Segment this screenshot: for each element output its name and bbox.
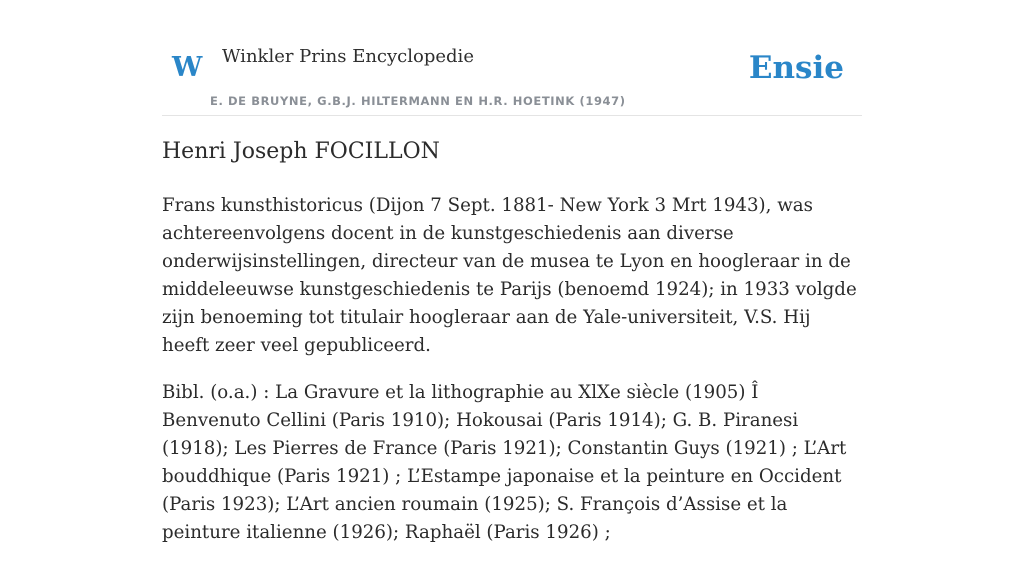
header bbox=[162, 0, 862, 116]
winkler-prins-logo-icon[interactable]: W bbox=[172, 52, 203, 83]
authors-line: E. DE BRUYNE, G.B.J. HILTERMANN EN H.R. HOETINK (1947) bbox=[210, 94, 626, 108]
ensie-logo[interactable]: Ensie bbox=[748, 50, 844, 86]
entry-paragraph: Bibl. (o.a.) : La Gravure et la lithographie au XlXe siècle (1905) Î Benvenuto Cellini (Paris 1910); Hokousai (Paris 1914); G. B. Piranesi (1918); Les Pierres de France (Paris 1921); Constantin Guys (1921) ; L’Art bouddhique (Paris 1921) ; L’Estampe japonaise et la peinture en Occident (Paris 1923); L’Art ancien roumain (1925); S. François d’Assise et la peinture italienne (1926); Raphaël (Paris 1926) ; bbox=[162, 382, 847, 543]
book-title-link[interactable]: Winkler Prins Encyclopedie bbox=[222, 46, 474, 67]
entry-title: Henri Joseph FOCILLON bbox=[162, 139, 440, 164]
entry-paragraph: Frans kunsthistoricus (Dijon 7 Sept. 1881- New York 3 Mrt 1943), was achtereenvolgens docent in de kunstgeschiedenis aan diverse onderwijsinstellingen, directeur van de musea te Lyon en hoogleraar in de middeleeuwse kunstgeschiedenis te Parijs (benoemd 1924); in 1933 volgde zijn benoeming tot titulair hoogleraar aan de Yale-universiteit, V.S. Hij heeft zeer veel gepubliceerd. bbox=[162, 195, 857, 356]
encyclopedia-card bbox=[162, 0, 862, 543]
entry-body bbox=[162, 192, 862, 566]
